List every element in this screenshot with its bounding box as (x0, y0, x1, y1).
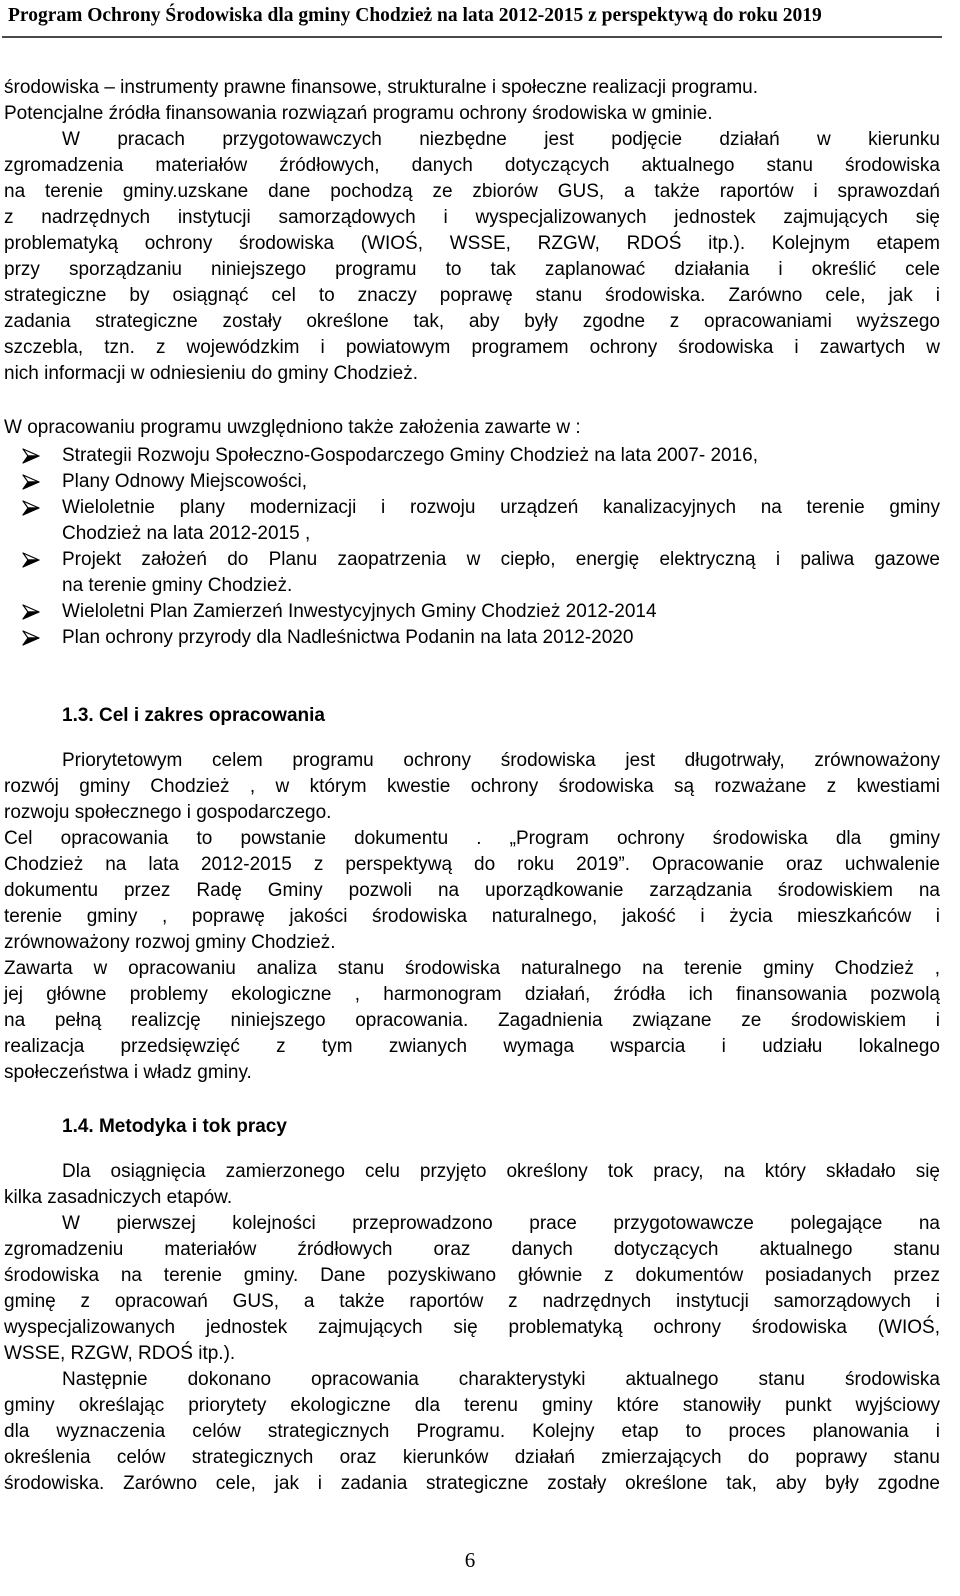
arrow-bullet-icon (22, 448, 40, 464)
paragraph-line: środowiska – instrumenty prawne finansowe, strukturalne i społeczne realizacji programu. (4, 77, 759, 98)
considered-lead: W opracowaniu programu uwzględniono także założenia zawarte w : (4, 417, 581, 438)
paragraph-line: zrównoważony rozwoj gminy Chodzież. (4, 932, 336, 953)
paragraph-line: gminę z opracowań GUS, a także raportów z nadrzędnych instytucji samorządowych i (4, 1291, 940, 1312)
running-header: Program Ochrony Środowiska dla gminy Chodzież na lata 2012-2015 z perspektywą do roku 2019 (8, 5, 822, 26)
bullet-text: Chodzież na lata 2012-2015 , (62, 523, 311, 544)
considered-list (0, 443, 960, 651)
paragraph-line: na terenie gminy.uzskane dane pochodzą ze zbiorów GUS, a także raportów i sprawozdań (4, 181, 940, 202)
paragraph-line: szczebla, tzn. z wojewódzkim i powiatowym programem ochrony środowiska i zawartych w (4, 337, 940, 358)
bullet-text: Wieloletnie plany modernizacji i rozwoju urządzeń kanalizacyjnych na terenie gminy (62, 497, 940, 518)
arrow-bullet-icon (22, 552, 40, 568)
paragraph-line: zgromadzenia materiałów źródłowych, danych dotyczących aktualnego stanu środowiska (4, 155, 940, 176)
paragraph-line: środowiska na terenie gminy. Dane pozyskiwano głównie z dokumentów posiadanych przez (4, 1265, 940, 1286)
paragraph-line: rozwój gminy Chodzież , w którym kwestie ochrony środowiska są rozważane z kwestiami (4, 776, 940, 797)
paragraph-line: gminy określając priorytety ekologiczne dla terenu gminy które stanowiły punkt wyjściowy (4, 1395, 940, 1416)
section-1-4-paragraph (0, 1159, 960, 1497)
paragraph-line: określenia celów strategicznych oraz kierunków działań zmierzających do poprawy stanu (4, 1447, 940, 1468)
paragraph-line: W pracach przygotowawczych niezbędne jest podjęcie działań w kierunku (62, 129, 940, 150)
paragraph-line: zgromadzeniu materiałów źródłowych oraz danych dotyczących aktualnego stanu (4, 1239, 940, 1260)
paragraph-line: Zawarta w opracowaniu analiza stanu środowiska naturalnego na terenie gminy Chodzież , (4, 958, 940, 979)
page-number: 6 (464, 1548, 476, 1572)
section-heading: 1.4. Metodyka i tok pracy (62, 1116, 287, 1137)
bullet-text: Plan ochrony przyrody dla Nadleśnictwa Podanin na lata 2012-2020 (62, 627, 634, 648)
paragraph-line: nich informacji w odniesieniu do gminy Chodzież. (4, 363, 418, 384)
paragraph-line: Potencjalne źródła finansowania rozwiązań programu ochrony środowiska w gminie. (4, 103, 713, 124)
paragraph-line: z nadrzędnych instytucji samorządowych i wyspecjalizowanych jednostek zajmujących się (4, 207, 940, 228)
paragraph-line: przy sporządzaniu niniejszego programu to tak zaplanować działania i określić cele (4, 259, 940, 280)
section-heading: 1.3. Cel i zakres opracowania (62, 705, 325, 726)
paragraph-line: dokumentu przez Radę Gminy pozwoli na uporządkowanie zarządzania środowiskiem na (4, 880, 940, 901)
arrow-bullet-icon (22, 500, 40, 516)
header-rule (2, 36, 942, 38)
paragraph-line: W pierwszej kolejności przeprowadzono prace przygotowawcze polegające na (62, 1213, 940, 1234)
paragraph-line: Cel opracowania to powstanie dokumentu . „Program ochrony środowiska dla gminy (4, 828, 940, 849)
paragraph-line: Dla osiągnięcia zamierzonego celu przyjęto określony tok pracy, na który składało się (62, 1161, 940, 1182)
bullet-item (0, 495, 960, 547)
paragraph-line: społeczeństwa i władz gminy. (4, 1062, 252, 1083)
bullet-item (0, 469, 960, 495)
paragraph-line: wyspecjalizowanych jednostek zajmujących się problematyką ochrony środowiska (WIOŚ, (4, 1317, 940, 1338)
paragraph-line: Następnie dokonano opracowania charakterystyki aktualnego stanu środowiska (62, 1369, 940, 1390)
paragraph-line: terenie gminy , poprawę jakości środowiska naturalnego, jakość i życia mieszkańców i (4, 906, 940, 927)
bullet-item (0, 599, 960, 625)
bullet-text: Wieloletni Plan Zamierzeń Inwestycyjnych Gminy Chodzież 2012-2014 (62, 601, 657, 622)
bullet-text: Projekt założeń do Planu zaopatrzenia w ciepło, energię elektryczną i paliwa gazowe (62, 549, 940, 570)
paragraph-line: Chodzież na lata 2012-2015 z perspektywą do roku 2019”. Opracowanie oraz uchwalenie (4, 854, 940, 875)
bullet-item (0, 625, 960, 651)
paragraph-line: dla wyznaczenia celów strategicznych Programu. Kolejny etap to proces planowania i (4, 1421, 940, 1442)
section-1-3-paragraph (0, 748, 960, 1086)
bullet-item (0, 443, 960, 469)
paragraph-line: zadania strategiczne zostały określone tak, aby były zgodne z opracowaniami wyższego (4, 311, 940, 332)
arrow-bullet-icon (22, 630, 40, 646)
arrow-bullet-icon (22, 474, 40, 490)
paragraph-line: jej główne problemy ekologiczne , harmonogram działań, źródła ich finansowania pozwolą (4, 984, 940, 1005)
considered-lead-block (0, 415, 960, 441)
paragraph-line: realizacja przedsięwzięć z tym zwianych wymaga wsparcia i udziału lokalnego (4, 1036, 940, 1057)
paragraph-line: rozwoju społecznego i gospodarczego. (4, 802, 332, 823)
arrow-bullet-icon (22, 604, 40, 620)
paragraph-line: Priorytetowym celem programu ochrony środowiska jest długotrwały, zrównoważony (62, 750, 940, 771)
bullet-text: Strategii Rozwoju Społeczno-Gospodarczego Gminy Chodzież na lata 2007- 2016, (62, 445, 759, 466)
paragraph-line: problematyką ochrony środowiska (WIOŚ, WSSE, RZGW, RDOŚ itp.). Kolejnym etapem (4, 233, 940, 254)
paragraph-line: środowiska. Zarówno cele, jak i zadania strategiczne zostały określone tak, aby były zgodne (4, 1473, 940, 1494)
paragraph-line: na pełną realizcję niniejszego opracowania. Zagadnienia związane ze środowiskiem i (4, 1010, 940, 1031)
paragraph-line: WSSE, RZGW, RDOŚ itp.). (4, 1343, 236, 1364)
bullet-text: Plany Odnowy Miejscowości, (62, 471, 307, 492)
bullet-item (0, 547, 960, 599)
bullet-text: na terenie gminy Chodzież. (62, 575, 293, 596)
paragraph-line: strategiczne by osiągnąć cel to znaczy poprawę stanu środowiska. Zarówno cele, jak i (4, 285, 940, 306)
paragraph-line: kilka zasadniczych etapów. (4, 1187, 233, 1208)
intro-paragraph (0, 75, 960, 387)
